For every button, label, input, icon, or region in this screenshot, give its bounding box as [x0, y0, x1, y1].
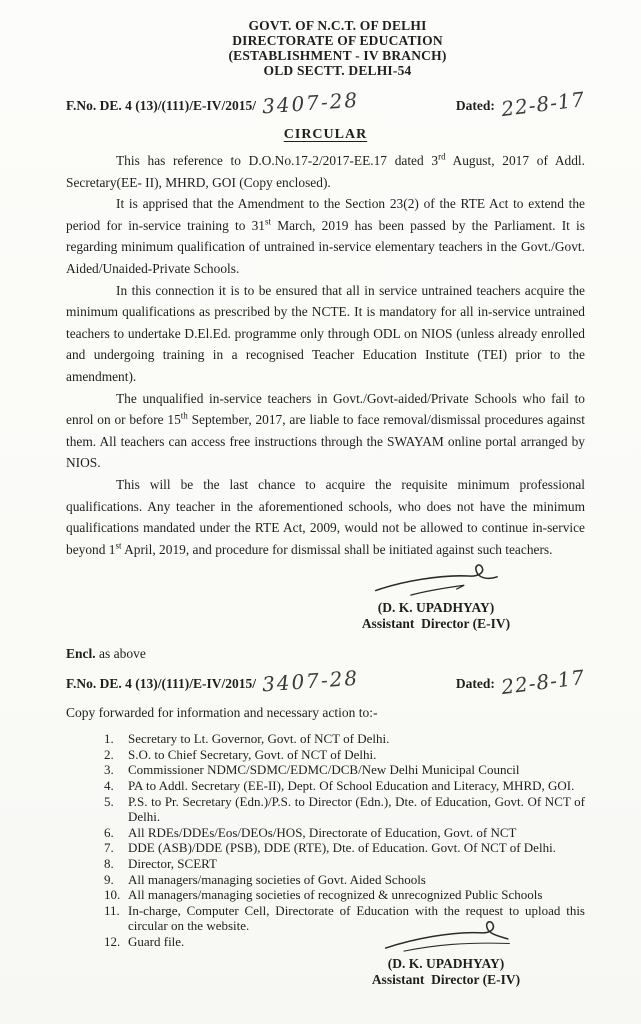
- signatory-name: (D. K. UPADHYAY): [387, 955, 505, 971]
- signatory-name: (D. K. UPADHYAY): [377, 600, 495, 616]
- body-paragraph: The unqualified in-service teachers in Govt./Govt-aided/Private Schools who fail to enrol on or before 15th September, 2017, are liable to face removal/dismissal procedures against them. All teachers can access free instructions through the SWAYAM online portal arranged by NIOS.: [66, 390, 585, 471]
- distribution-list-item: All managers/managing societies of recognized & unrecognized Public Schools: [128, 887, 543, 903]
- letterhead-line-address: OLD SECTT. DELHI-54: [263, 63, 412, 78]
- letterhead: [78, 18, 597, 78]
- body-text: [66, 150, 585, 560]
- distribution-list-item: DDE (ASB)/DDE (PSB), DDE (RTE), Dte. of Education. Govt. Of NCT of Delhi.: [128, 840, 556, 856]
- signatory-designation: Assistant Director (E-IV): [361, 616, 511, 632]
- reference-row-top: [66, 86, 587, 122]
- file-number-label: F.No. DE. 4 (13)/(111)/E-IV/2015/: [66, 676, 257, 692]
- date-handwritten: 22-8-17: [499, 86, 587, 122]
- letterhead-line-branch: (ESTABLISHMENT - IV BRANCH): [228, 48, 447, 63]
- body-paragraph: It is apprised that the Amendment to the Section 23(2) of the RTE Act to extend the period for in-service training to 31st March, 2019 has been passed by the Parliament. It is regarding minimum qualification of untrained in-service elementary teachers in the Govt./Govt. Aided/Unaided-Private Schools.: [66, 196, 585, 276]
- file-number-handwritten: 3407-28: [261, 87, 360, 119]
- distribution-list-item: All managers/managing societies of Govt. Aided Schools: [128, 871, 426, 887]
- file-number-label: F.No. DE. 4 (13)/(111)/E-IV/2015/: [66, 98, 257, 113]
- body-paragraph: This has reference to D.O.No.17-2/2017-EE.17 dated 3rd August, 2017 of Addl. Secretary(EE- II), MHRD, GOI (Copy enclosed).: [66, 151, 585, 190]
- distribution-list-item: PA to Addl. Secretary (EE-II), Dept. Of School Education and Literacy, MHRD, GOI.: [128, 778, 575, 794]
- signature-icon: [361, 916, 531, 958]
- letterhead-line-govt: GOVT. OF N.C.T. OF DELHI: [248, 18, 427, 33]
- distribution-list-item: All RDEs/DDEs/Eos/DEOs/HOS, Directorate of Education, Govt. of NCT: [128, 824, 517, 840]
- signatory-designation: Assistant Director (E-IV): [371, 971, 521, 987]
- dated-label: Dated:: [455, 98, 495, 113]
- distribution-list-item: Guard file.: [128, 934, 185, 949]
- distribution-list-item: Director, SCERT: [128, 856, 217, 872]
- signature-block-bottom: [341, 916, 551, 988]
- distribution-list-item: Secretary to Lt. Governor, Govt. of NCT of Delhi.: [128, 731, 390, 747]
- copy-forwarded-heading: Copy forwarded for information and necessary action to:-: [66, 705, 378, 721]
- distribution-list-item: In-charge, Computer Cell, Directorate of Education with the request to upload this circular on the website.: [128, 902, 585, 934]
- document-title: CIRCULAR: [283, 127, 368, 142]
- distribution-list-item: S.O. to Chief Secretary, Govt. of NCT of Delhi.: [128, 746, 377, 762]
- letterhead-line-directorate: DIRECTORATE OF EDUCATION: [232, 33, 443, 48]
- distribution-list-item: Commissioner NDMC/SDMC/EDMC/DCB/New Delhi Municipal Council: [128, 762, 520, 778]
- distribution-list-item: P.S. to Pr. Secretary (Edn.)/P.S. to Director (Edn.), Dte. of Education, Govt. Of NCT of Delhi.: [128, 793, 585, 825]
- signature-block-top: [331, 560, 541, 632]
- dated-label: Dated:: [455, 676, 495, 692]
- body-paragraph: This will be the last chance to acquire the requisite minimum professional qualifications. Any teacher in the aforementioned schools, who does not have the minimum qualifications mandated under the RTE Act, 2009, would not be allowed to continue in-service beyond 1st April, 2019, and procedure for dismissal shall be initiated against such teachers.: [66, 476, 585, 557]
- file-number-handwritten: 3407-28: [261, 665, 360, 697]
- reference-row-bottom: [66, 665, 587, 700]
- enclosure-line: [66, 646, 585, 662]
- enclosure-text: as above: [95, 646, 146, 662]
- enclosure-label: Encl.: [66, 646, 96, 662]
- signature-icon: [351, 560, 521, 602]
- date-handwritten: 22-8-17: [499, 665, 587, 700]
- body-paragraph: In this connection it is to be ensured that all in service untrained teachers acquire the minimum qualifications as prescribed by the NCTE. It is mandatory for all in-service untrained teachers to undertake D.El.Ed. programme only through ODL on NIOS (unless already enrolled and undergoing training in a recognised Teacher Education Institute (TEI) prior to the amendment).: [66, 282, 585, 384]
